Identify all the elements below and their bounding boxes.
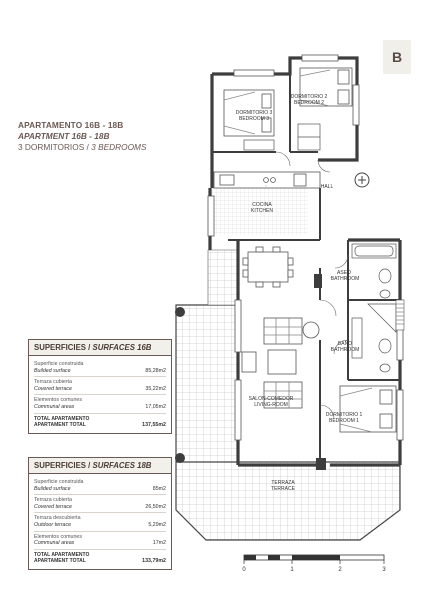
- scale-tick-2: 2: [338, 567, 342, 573]
- scale-tick-1: 1: [290, 567, 294, 573]
- title-es: APARTAMENTO 16B - 18B: [18, 120, 124, 130]
- dining-table: [243, 247, 293, 287]
- label-terraza: TERRAZA: [271, 480, 295, 486]
- scale-tick-3: 3: [382, 567, 386, 573]
- label-dormitorio-3: DORMITORIO 3: [235, 110, 273, 116]
- scale-bar: [242, 555, 386, 573]
- aseo-fixtures: [352, 244, 396, 298]
- table-row: Elementos comunes Communal areas 17,05m2: [34, 397, 166, 410]
- label-bedroom-2: BEDROOM 2: [293, 100, 325, 106]
- label-bedroom-1: BEDROOM 1: [328, 418, 360, 424]
- label-terrace: TERRACE: [271, 486, 295, 492]
- label-salon-comedor: SALON-COMEDOR: [248, 396, 294, 402]
- label-living-room: LIVING-ROOM: [254, 402, 288, 408]
- label-dormitorio-1: DORMITORIO 1: [325, 412, 363, 418]
- bedrooms-subtitle: 3 DORMITORIOS / 3 BEDROOMS: [18, 142, 147, 152]
- scale-tick-0: 0: [242, 567, 246, 573]
- table-16b-header: SUPERFICIES / SURFACES 16B: [29, 340, 171, 356]
- table-18b-header: SUPERFICIES / SURFACES 18B: [29, 458, 171, 474]
- label-dormitorio-2: DORMITORIO 2: [290, 94, 328, 100]
- entrance-symbol: [355, 173, 369, 187]
- label-bano: BAÑO: [337, 341, 353, 347]
- label-aseo-bathroom: BATHROOM: [330, 276, 360, 282]
- kitchen-counter: [214, 172, 320, 188]
- title-en: APARTMENT 16B - 18B: [18, 131, 110, 141]
- plan-letter-badge: B: [383, 40, 411, 74]
- label-bedroom-3: BEDROOM 3: [238, 116, 270, 122]
- label-hall: HALL: [320, 184, 334, 190]
- table-total-row: TOTAL APARTAMENTO APARTAMENT TOTAL 133,79m2: [34, 551, 166, 565]
- label-bano-bathroom: BATHROOM: [330, 347, 360, 353]
- table-total-row: TOTAL APARTAMENTO APARTAMENT TOTAL 137,55m2: [34, 415, 166, 429]
- table-row: Elementos comunes Communal areas 17m2: [34, 533, 166, 547]
- label-cocina: COCINA: [252, 202, 272, 208]
- label-aseo: ASEO: [337, 270, 351, 276]
- table-row: Terraza descubierta Outdoor terrace 5,29m2: [34, 515, 166, 528]
- bed-bedroom-1: [340, 386, 396, 432]
- table-row: Terraza cubierta Covered terrace 26,50m2: [34, 497, 166, 510]
- label-kitchen: KITCHEN: [251, 208, 273, 214]
- sofa-set: [242, 318, 319, 408]
- table-row: Terraza cubierta Covered terrace 35,22m2: [34, 379, 166, 392]
- table-row: Superficie construida Builded surface 85,28m2: [34, 361, 166, 374]
- bano-fixtures: [352, 304, 396, 372]
- table-row: Superficie construida Builded surface 85m2: [34, 479, 166, 492]
